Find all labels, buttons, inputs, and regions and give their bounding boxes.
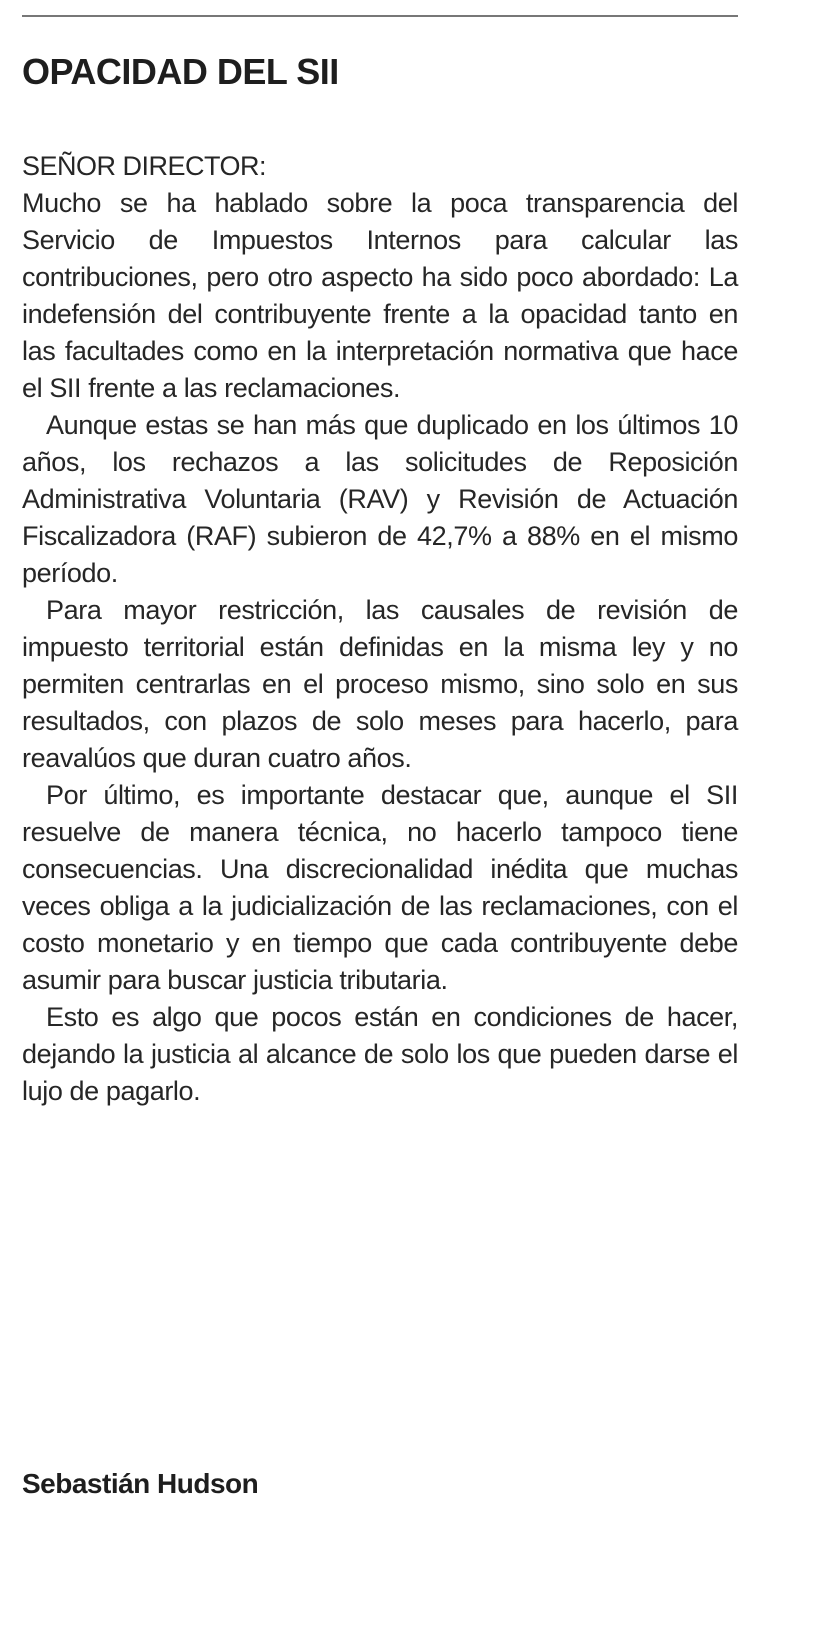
author-signature: Sebastián Hudson bbox=[22, 1468, 259, 1499]
paragraph-5: Esto es algo que pocos están en condiciones de hacer, dejando la justicia al alcance de solo los que pueden darse el lujo de pagarlo. bbox=[22, 1002, 738, 1106]
letter-to-editor bbox=[22, 0, 738, 1642]
paragraph-3: Para mayor restricción, las causales de revisión de impuesto territorial están definidas en la misma ley y no permiten centrarlas en el proceso mismo, sino solo en sus resultados, con plazos de solo meses para hacerlo, para reavalúos que duran cuatro años. bbox=[22, 595, 738, 773]
salutation: SEÑOR DIRECTOR: bbox=[22, 151, 267, 181]
top-divider bbox=[22, 15, 738, 17]
paragraph-2: Aunque estas se han más que duplicado en los últimos 10 años, los rechazos a las solicitudes de Reposición Administrativa Voluntaria (RAV) y Revisión de Actuación Fiscalizadora (RAF) subieron de 42,7% a 88% en el mismo período. bbox=[22, 410, 738, 588]
paragraph-4: Por último, es importante destacar que, aunque el SII resuelve de manera técnica, no hacerlo tampoco tiene consecuencias. Una discrecionalidad inédita que muchas veces obliga a la judicialización de las reclamaciones, con el costo monetario y en tiempo que cada contribuyente debe asumir para buscar justicia tributaria. bbox=[22, 780, 738, 995]
letter-body bbox=[22, 148, 738, 1110]
paragraph-1: Mucho se ha hablado sobre la poca transparencia del Servicio de Impuestos Internos para calcular las contribuciones, pero otro aspecto ha sido poco abordado: La indefensión del contribuyente frente a la opacidad tanto en las facultades como en la interpretación normativa que hace el SII frente a las reclamaciones. bbox=[22, 188, 738, 403]
headline: OPACIDAD DEL SII bbox=[22, 51, 339, 92]
